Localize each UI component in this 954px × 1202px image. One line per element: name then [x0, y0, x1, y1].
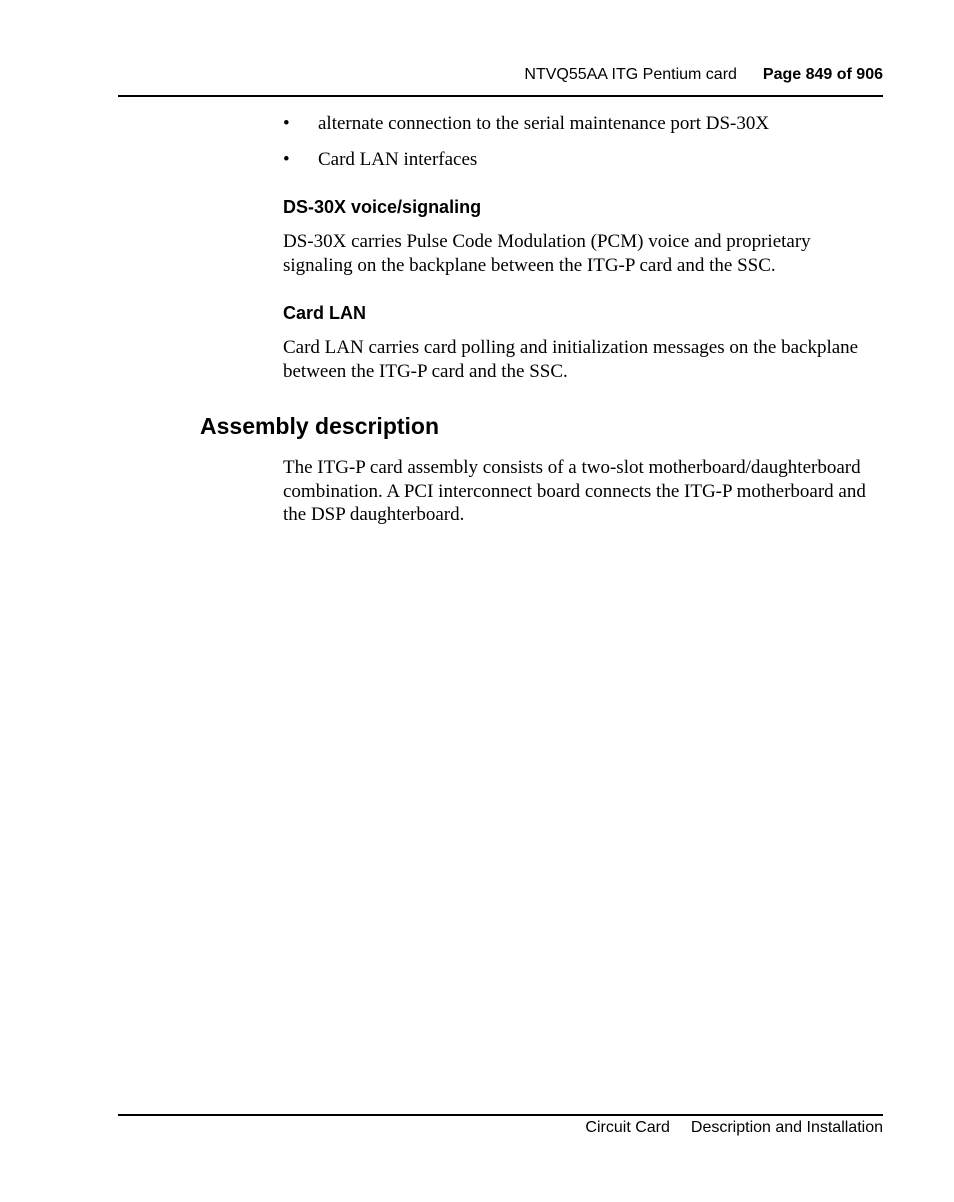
card-lan-heading: Card LAN: [283, 303, 367, 323]
paragraph-line: DS-30X carries Pulse Code Modulation (PCM) voice and proprietary: [283, 231, 811, 252]
card-lan-paragraph: [283, 336, 883, 383]
paragraph-line: signaling on the backplane between the ITG-P card and the SSC.: [283, 254, 776, 276]
assembly-heading: Assembly description: [200, 413, 440, 439]
paragraph-line: Card LAN carries card polling and initialization messages on the backplane: [283, 337, 859, 358]
list-item: [283, 112, 883, 136]
paragraph-line: The ITG-P card assembly consists of a two-slot motherboard/daughterboard: [283, 457, 861, 478]
page-header: [524, 66, 883, 84]
header-rule: [118, 95, 883, 97]
bullet-text: alternate connection to the serial maintenance port DS-30X: [318, 113, 770, 134]
ds30x-heading: DS-30X voice/signaling: [283, 197, 482, 217]
page-number: Page 849 of 906: [762, 66, 883, 83]
bullet-marker: •: [283, 113, 290, 134]
bullet-list: [283, 112, 883, 184]
footer-left: Circuit Card: [585, 1119, 670, 1136]
document-title: NTVQ55AA ITG Pentium card: [524, 66, 737, 83]
footer-rule: [118, 1114, 883, 1116]
list-item: [283, 148, 883, 172]
page-footer: [585, 1119, 883, 1137]
assembly-paragraph: [283, 456, 883, 527]
paragraph-line: the DSP daughterboard.: [283, 504, 465, 525]
ds30x-paragraph: [283, 230, 883, 277]
paragraph-line: combination. A PCI interconnect board connects the ITG-P motherboard and: [283, 480, 866, 502]
paragraph-line: between the ITG-P card and the SSC.: [283, 360, 568, 382]
bullet-marker: •: [283, 149, 290, 170]
bullet-text: Card LAN interfaces: [318, 149, 478, 170]
footer-right: Description and Installation: [690, 1119, 883, 1136]
